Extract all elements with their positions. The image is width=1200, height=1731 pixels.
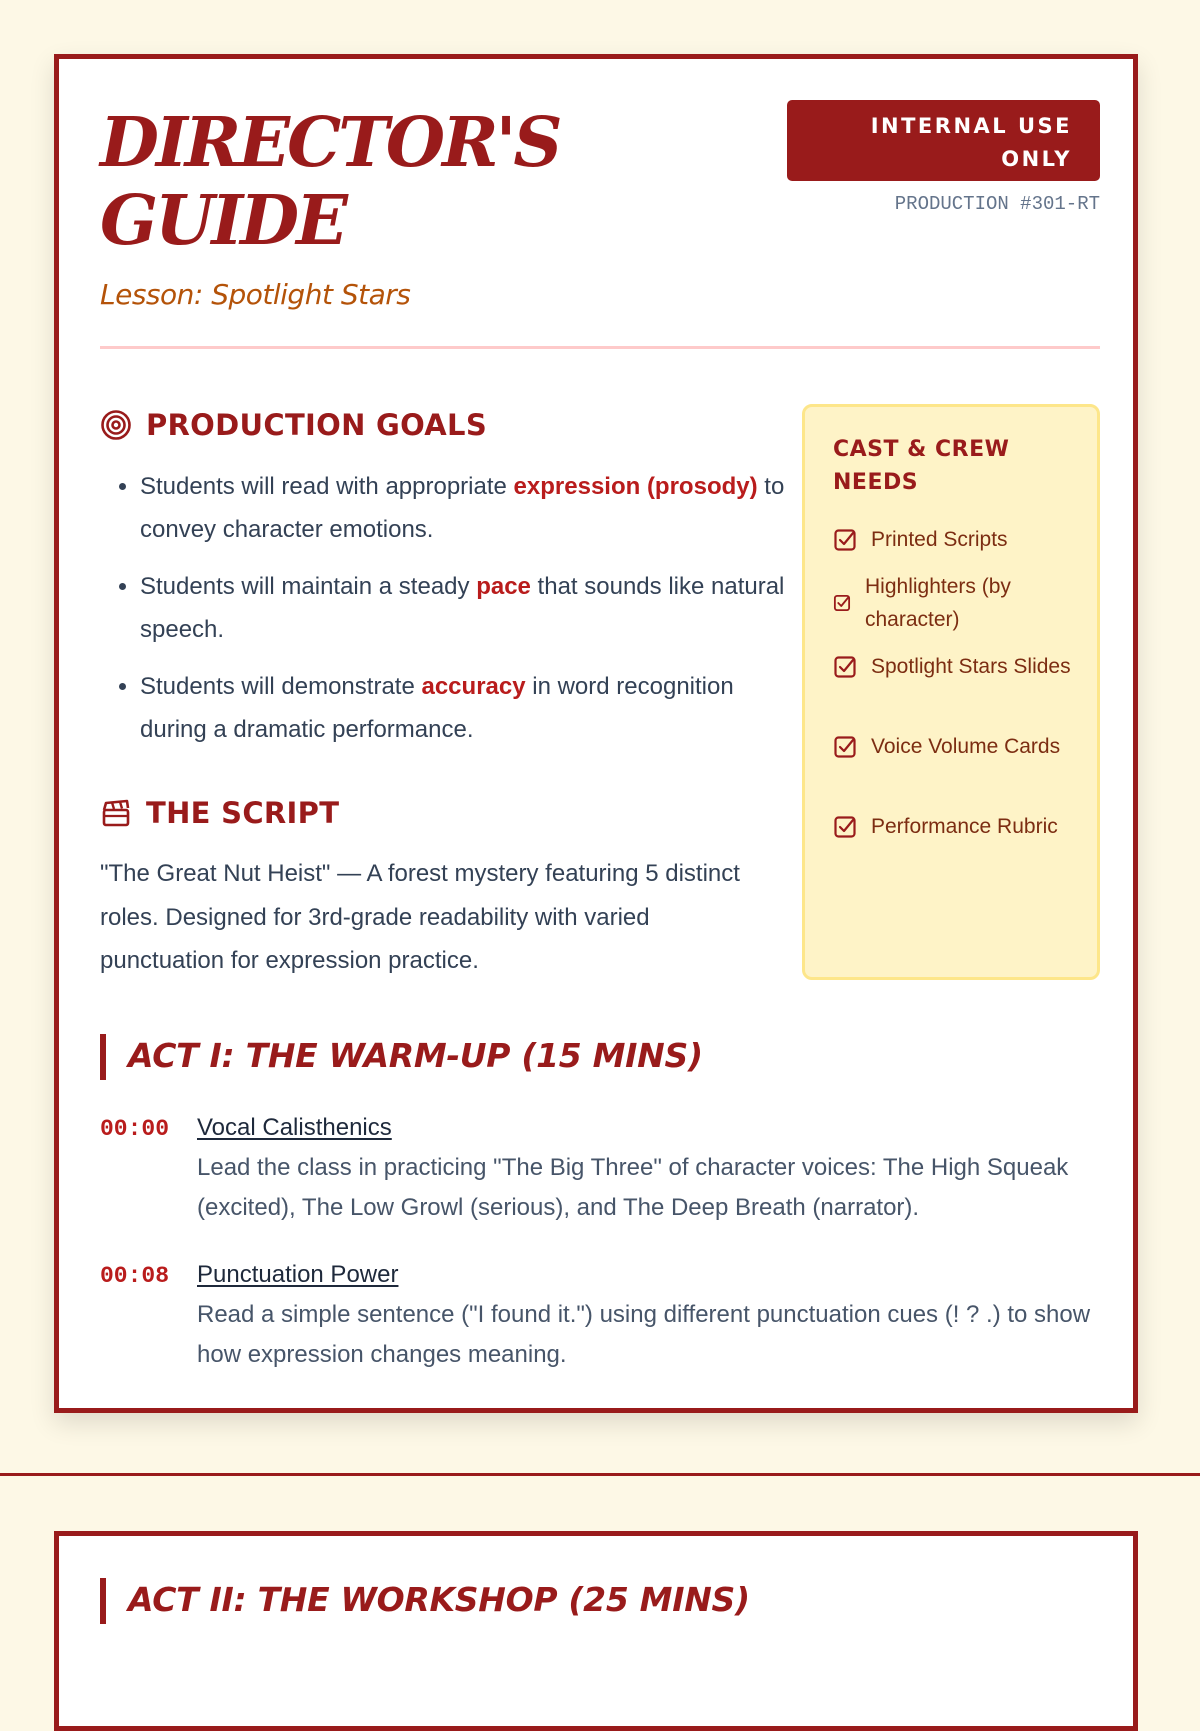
goals-list xyxy=(112,465,790,765)
act2-title: ACT II: THE WORKSHOP (25 MINS) xyxy=(128,1580,750,1619)
target-icon xyxy=(100,409,132,441)
need-item-label: Highlighters (by character) xyxy=(865,575,1011,631)
step-title: Punctuation Power xyxy=(197,1261,399,1288)
need-item xyxy=(833,650,1083,683)
need-item-label: Performance Rubric xyxy=(871,815,1058,838)
checkbox-icon xyxy=(833,815,857,839)
script-heading xyxy=(100,796,339,830)
page-divider xyxy=(0,1473,1200,1476)
need-item-label: Spotlight Stars Slides xyxy=(871,655,1071,678)
goals-heading xyxy=(100,408,487,442)
need-item-label: Printed Scripts xyxy=(871,528,1008,551)
goal-item: • Students will demonstrate accuracy in word recognition during a dramatic performance. xyxy=(140,665,790,751)
step-timestamp: 00:08 xyxy=(100,1263,170,1289)
guide-page-2 xyxy=(54,1531,1138,1731)
header-divider xyxy=(100,346,1100,349)
need-item xyxy=(833,570,1083,636)
production-number: PRODUCTION #301-RT xyxy=(894,193,1100,215)
act-accent-bar xyxy=(100,1578,106,1624)
step-description: Lead the class in practicing "The Big Three" of character voices: The High Squeak (excited), The Low Growl (serious), and The Deep Breath (narrator). xyxy=(197,1154,1069,1221)
page-title: DIRECTOR'S GUIDE xyxy=(100,103,560,261)
script-heading-text: THE SCRIPT xyxy=(146,796,340,830)
goal-keyword: accuracy xyxy=(421,673,526,700)
goal-keyword: expression (prosody) xyxy=(513,473,758,500)
goal-keyword: pace xyxy=(476,573,531,600)
goal-item: • Students will read with appropriate expression (prosody) to convey character emotions. xyxy=(140,465,790,551)
lesson-subtitle: Lesson: Spotlight Stars xyxy=(100,278,411,311)
cast-crew-needs-panel xyxy=(802,404,1100,980)
act-accent-bar xyxy=(100,1034,106,1080)
step-title: Vocal Calisthenics xyxy=(197,1114,392,1141)
script-description: "The Great Nut Heist" — A forest mystery featuring 5 distinct roles. Designed for 3rd-grade readability with varied punctuation for expression practice. xyxy=(100,860,740,974)
need-item xyxy=(833,810,1083,843)
checkbox-icon xyxy=(833,528,857,552)
step-timestamp: 00:00 xyxy=(100,1116,170,1142)
checkbox-icon xyxy=(833,735,857,759)
need-item xyxy=(833,523,1083,556)
goals-heading-text: PRODUCTION GOALS xyxy=(146,408,488,442)
checkbox-icon xyxy=(833,655,857,679)
clapperboard-icon xyxy=(100,797,132,829)
need-item xyxy=(833,730,1083,763)
step-description: Read a simple sentence ("I found it.") using different punctuation cues (! ? .) to show how expression changes meaning. xyxy=(197,1301,1091,1368)
goal-item: • Students will maintain a steady pace that sounds like natural speech. xyxy=(140,565,790,651)
needs-title: CAST & CREW NEEDS xyxy=(833,437,1010,495)
internal-use-badge: INTERNAL USE ONLY xyxy=(787,100,1100,181)
need-item-label: Voice Volume Cards xyxy=(871,735,1061,758)
checkbox-icon xyxy=(833,594,851,612)
act1-title: ACT I: THE WARM-UP (15 MINS) xyxy=(128,1036,703,1075)
